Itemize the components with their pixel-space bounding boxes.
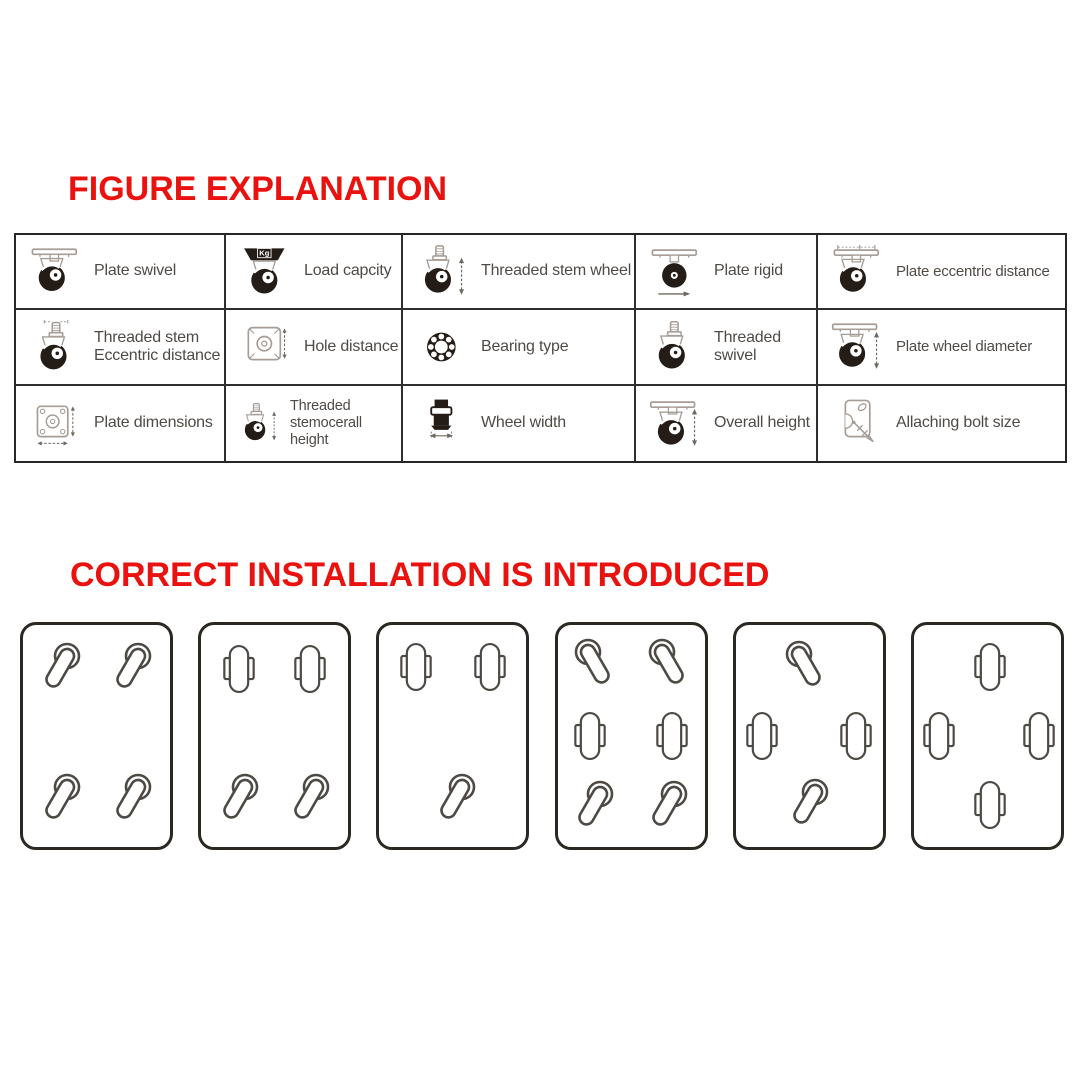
plate-eccentric-distance-icon: [826, 241, 890, 303]
plate-3: [376, 622, 529, 850]
swivel-caster-icon: [644, 779, 692, 836]
fixed-caster-icon: [293, 641, 326, 698]
threaded-swivel-icon: [644, 316, 708, 378]
bearing-type-icon: [411, 316, 475, 378]
figure-cell-plate-swivel: [16, 235, 226, 310]
figure-explanation-title: FIGURE EXPLANATION: [68, 170, 448, 208]
figure-cell-label: Hole distance: [304, 337, 399, 355]
swivel-caster-icon: [215, 772, 263, 829]
figure-cell-label: Threaded stemocerall height: [290, 398, 362, 448]
overall-height-icon: [644, 393, 708, 455]
figure-cell-attaching-bolt-size: [818, 386, 1065, 461]
figure-cell-plate-eccentric-distance: [818, 235, 1065, 310]
fixed-caster-icon: [974, 776, 1007, 833]
figure-cell-hole-distance: [226, 310, 403, 386]
swivel-caster-icon: [37, 641, 85, 698]
fixed-caster-icon: [223, 641, 256, 698]
swivel-caster-icon: [108, 641, 156, 698]
swivel-caster-icon: [570, 636, 618, 693]
swivel-caster-icon: [644, 636, 692, 693]
wheel-width-icon: [411, 393, 475, 455]
figure-cell-label: Overall height: [714, 414, 810, 432]
fixed-caster-icon: [1022, 708, 1055, 765]
fixed-caster-icon: [400, 639, 433, 696]
figure-cell-label: Bearing type: [481, 337, 569, 355]
plate-4: [555, 622, 708, 850]
figure-cell-label: Threaded swivel: [714, 328, 781, 364]
figure-cell-threaded-swivel: [636, 310, 818, 386]
figure-cell-threaded-stem-eccentric: [16, 310, 226, 386]
fixed-caster-icon: [656, 708, 689, 765]
figure-cell-overall-height: [636, 386, 818, 461]
fixed-caster-icon: [473, 639, 506, 696]
figure-cell-label: Threaded stem wheel: [481, 262, 632, 280]
threaded-stem-wheel-icon: [411, 241, 475, 303]
swivel-caster-icon: [432, 772, 480, 829]
figure-cell-bearing-type: [403, 310, 636, 386]
swivel-caster-icon: [37, 772, 85, 829]
figure-cell-label: Allaching bolt size: [896, 414, 1021, 432]
figure-cell-label: Load capcity: [304, 262, 392, 280]
figure-table: [14, 233, 1067, 463]
figure-cell-plate-dimensions: [16, 386, 226, 461]
swivel-caster-icon: [570, 779, 618, 836]
fixed-caster-icon: [922, 708, 955, 765]
figure-cell-plate-rigid: [636, 235, 818, 310]
swivel-caster-icon: [785, 776, 833, 833]
figure-cell-wheel-width: [403, 386, 636, 461]
fixed-caster-icon: [840, 708, 873, 765]
plate-2: [198, 622, 351, 850]
fixed-caster-icon: [573, 708, 606, 765]
figure-cell-load-capacity: [226, 235, 403, 310]
figure-cell-label: Wheel width: [481, 414, 566, 432]
attaching-bolt-size-icon: [826, 393, 890, 455]
plate-1: [20, 622, 173, 850]
plate-rigid-icon: [644, 241, 708, 303]
hole-distance-icon: [234, 316, 298, 378]
figure-cell-label: Plate wheel diameter: [896, 338, 1033, 356]
figure-cell-threaded-stem-wheel: [403, 235, 636, 310]
threaded-stem-eccentric-icon: [24, 316, 88, 378]
figure-cell-label: Plate rigid: [714, 262, 783, 280]
swivel-caster-icon: [286, 772, 334, 829]
threaded-stem-overall-height-icon: [234, 393, 284, 455]
plate-5: [733, 622, 886, 850]
figure-cell-label: Threaded stem Eccentric distance: [94, 328, 221, 364]
figure-cell-label: Plate swivel: [94, 262, 177, 280]
fixed-caster-icon: [974, 639, 1007, 696]
installation-title: CORRECT INSTALLATION IS INTRODUCED: [70, 556, 770, 594]
figure-cell-plate-wheel-diameter: [818, 310, 1065, 386]
fixed-caster-icon: [746, 708, 779, 765]
figure-cell-label: Plate dimensions: [94, 414, 213, 432]
load-capacity-icon: [234, 241, 298, 303]
figure-cell-threaded-stem-overall-height: [226, 386, 403, 461]
plate-wheel-diameter-icon: [826, 316, 890, 378]
figure-cell-label: Plate eccentric distance: [896, 262, 1050, 280]
installation-plates-row: [20, 622, 1064, 850]
plate-6: [911, 622, 1064, 850]
swivel-caster-icon: [781, 639, 829, 696]
swivel-caster-icon: [108, 772, 156, 829]
plate-swivel-icon: [24, 241, 88, 303]
plate-dimensions-icon: [24, 393, 88, 455]
